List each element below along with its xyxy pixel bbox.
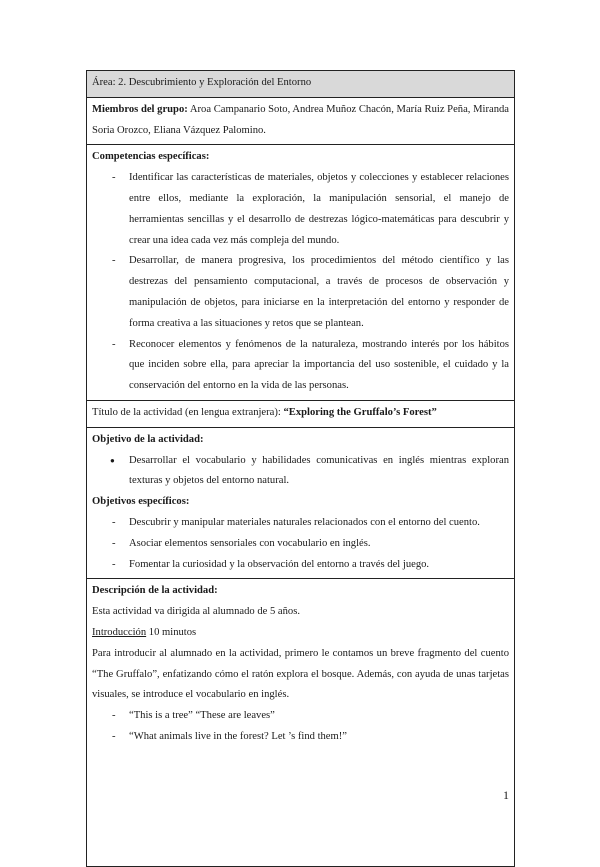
descripcion-heading: Descripción de la actividad: (92, 585, 218, 597)
members-label: Miembros del grupo: (92, 103, 188, 115)
list-item: ● Desarrollar el vocabulario y habilidades comunicativas en inglés mientras exploran texturas y objetos del entorno natural. (92, 451, 509, 493)
titulo-row (87, 400, 514, 427)
list-item: - Asociar elementos sensoriales con vocabulario en inglés. (92, 534, 509, 555)
area-text: Área: 2. Descubrimiento y Exploración del Entorno (92, 77, 312, 88)
titulo-label: Título de la actividad (en lengua extranjera): (92, 406, 284, 418)
members-row (87, 97, 514, 145)
especificos-list (92, 513, 509, 575)
list-item: - Identificar las características de materiales, objetos y colecciones y establecer relaciones entre ellos, mediante la exploración, la manipulación sensorial, el manejo de herramientas sencillas y el desarrollo de destrezas lógico-matemáticas para descubrir y crear una idea cada vez más compleja del mundo. (92, 168, 509, 251)
intro-time: 10 minutos (146, 626, 197, 638)
list-item: - Desarrollar, de manera progresiva, los procedimientos del método científico y las destrezas del pensamiento computacional, a través de procesos de observación y manipulación de objetos, para iniciarse en la interpretación del entorno y responder de forma creativa a las situaciones y retos que se plantean. (92, 251, 509, 334)
competencias-heading: Competencias específicas: (92, 151, 210, 163)
intro-line: Esta actividad va dirigida al alumnado de 5 años. (92, 606, 300, 618)
intro-label: Introducción (92, 626, 147, 638)
page-number: 1 (503, 788, 509, 802)
list-item: - Descubrir y manipular materiales naturales relacionados con el entorno del cuento. (92, 513, 509, 534)
competencias-row (87, 144, 514, 400)
list-item: - “What animals live in the forest? Let ’s find them!” (92, 727, 509, 748)
titulo-value: “Exploring the Gruffalo’s Forest” (283, 406, 437, 418)
objetivo-list (92, 451, 509, 493)
especificos-heading: Objetivos específicos: (92, 496, 190, 508)
objetivos-row (87, 427, 514, 579)
list-item: - “This is a tree” “These are leaves” (92, 706, 509, 727)
competencias-list (92, 168, 509, 397)
list-item: - Reconocer elementos y fenómenos de la naturaleza, mostrando interés por los hábitos que inciden sobre ella, para apreciar la importancia del uso sostenible, el cuidado y la conservación del entorno en la vida de las personas. (92, 335, 509, 397)
area-row (87, 71, 514, 97)
list-item: - Fomentar la curiosidad y la observación del entorno a través del juego. (92, 555, 509, 576)
intro-title (92, 623, 509, 644)
objetivo-heading: Objetivo de la actividad: (92, 433, 204, 445)
activity-table (86, 70, 515, 867)
descripcion-row (87, 578, 514, 866)
members-text: Aroa Campanario Soto, Andrea Muñoz Chacón, María Ruiz Peña, Miranda Soria Orozco, Eliana Vázquez Palomino. (92, 103, 509, 136)
intro-paragraph: Para introducir al alumnado en la actividad, primero le contamos un breve fragmento del cuento “The Gruffalo”, enfatizando cómo el ratón explora el bosque. Además, con ayuda de unas tarjetas visuales, se introduce el vocabulario en inglés. (92, 647, 509, 701)
vocab-list (92, 706, 509, 748)
